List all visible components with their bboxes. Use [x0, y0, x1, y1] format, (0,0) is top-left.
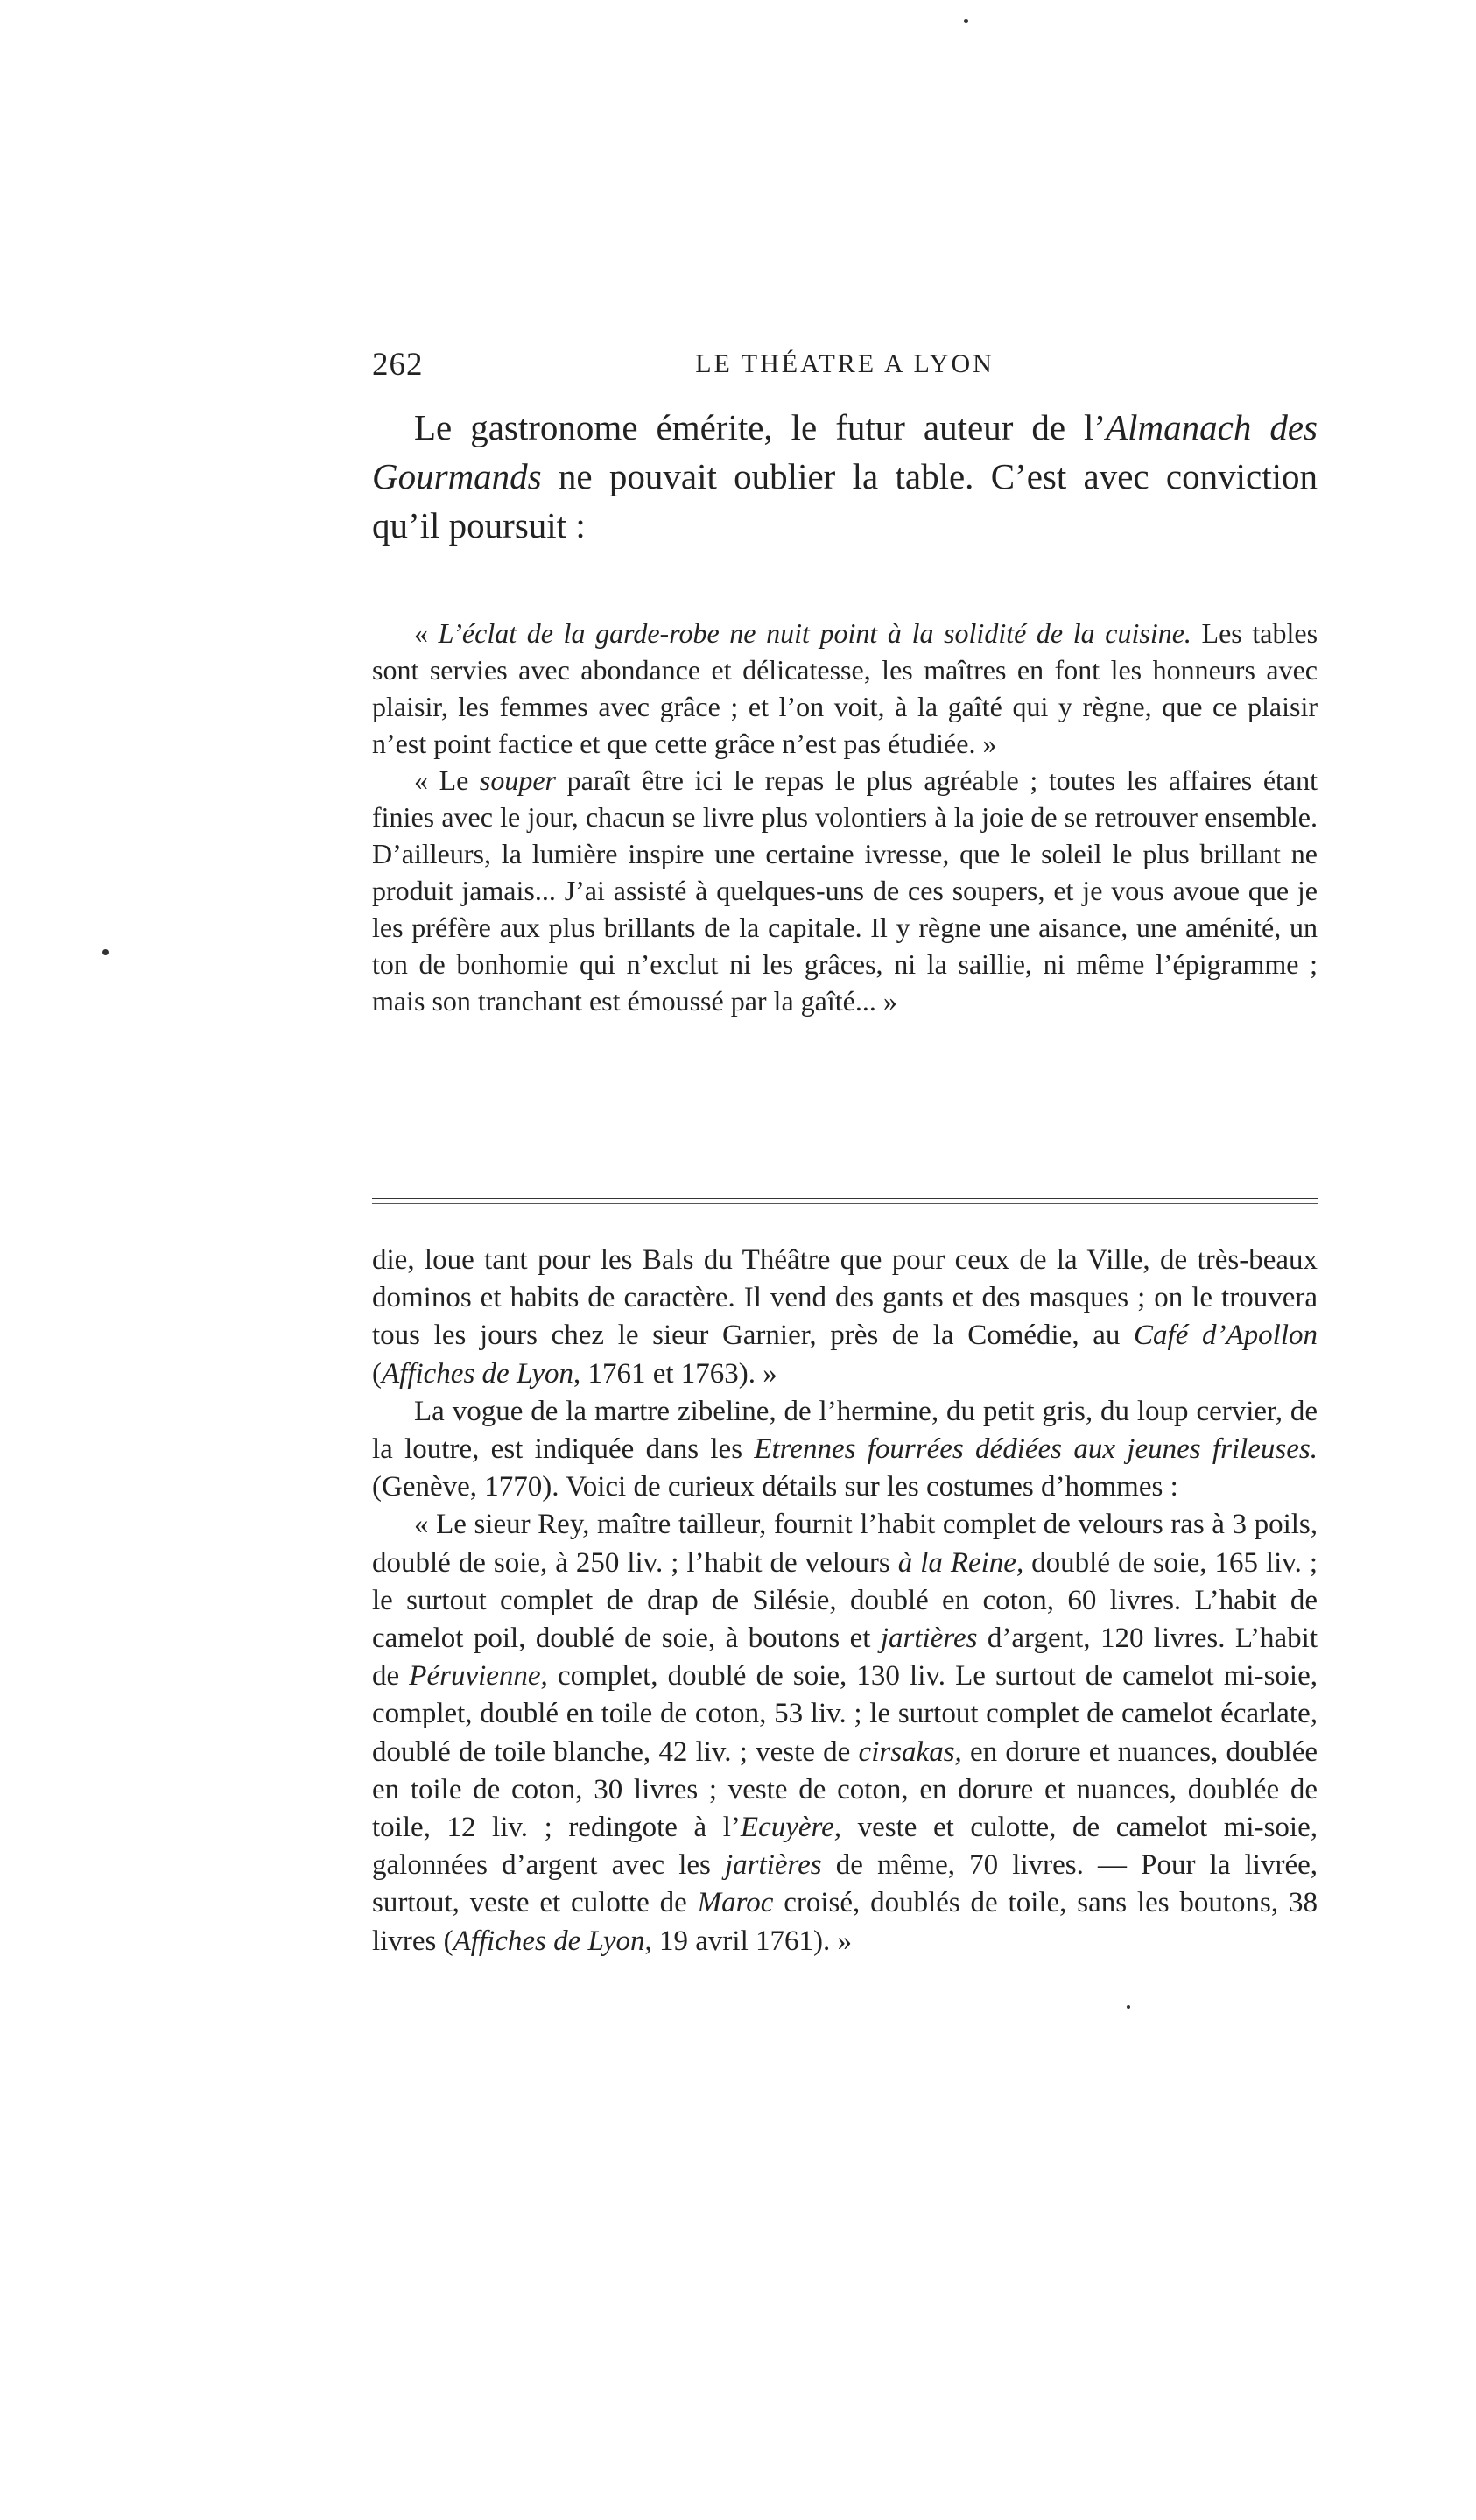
notes-block	[372, 1242, 1318, 1960]
ink-speck-top	[964, 19, 968, 23]
page-number: 262	[372, 347, 424, 383]
quotation-block	[372, 615, 1318, 1019]
quote-paragraph-2: « Le souper paraît être ici le repas le plus agréable ; toutes les affaires étant finies avec le jour, chacun se livre plus volontiers à la joie de se retrouver ensemble. D’ailleurs, la lumière inspire une certaine ivresse, que le soleil le plus brillant ne produit jamais... J’ai assisté à quelques-uns de ces soupers, et je vous avoue que je les préfère aux plus brillants de la capitale. Il y règne une aisance, une aménité, un ton de bonhomie qui n’exclut ni les grâces, ni la saillie, ni même l’épigramme ; mais son tranchant est émoussé par la gaîté... »	[372, 764, 1318, 1017]
notes-paragraph-2: La vogue de la martre zibeline, de l’hermine, du petit gris, du loup cervier, de la loutre, est indiquée dans les Etrennes fourrées dédiées aux jeunes frileuses. (Genève, 1770). Voici de curieux détails sur les costumes d’hommes :	[372, 1395, 1318, 1503]
quote-paragraph-1: « L’éclat de la garde-robe ne nuit point à la solidité de la cuisine. Les tables sont servies avec abondance et délicatesse, les maîtres en font les honneurs avec plaisir, les femmes avec grâce ; et l’on voit, à la gaîté qui y règne, que ce plaisir n’est point factice et que cette grâce n’est pas étudiée. »	[372, 617, 1318, 759]
separator-rule	[372, 1198, 1318, 1199]
notes-paragraph-1: die, loue tant pour les Bals du Théâtre que pour ceux de la Ville, de très-beaux dominos et habits de caractère. Il vend des gants et des masques ; on le trouvera tous les jours chez le sieur Garnier, près de la Comédie, au Café d’Apollon (Affiches de Lyon, 1761 et 1763). »	[372, 1244, 1318, 1390]
intro-paragraph	[372, 403, 1318, 550]
intro-text: Le gastronome émérite, le futur auteur de l’Almanach des Gourmands ne pouvait oublier la table. C’est avec conviction qu’il poursuit :	[372, 407, 1318, 546]
running-title: LE THÉATRE A LYON	[695, 349, 995, 378]
ink-speck-left	[102, 949, 109, 955]
page-header	[372, 346, 1318, 390]
ink-speck-bottom	[1127, 2005, 1130, 2009]
notes-paragraph-3: « Le sieur Rey, maître tailleur, fournit l’habit complet de velours ras à 3 poils, doublé de soie, à 250 liv. ; l’habit de velours à la Reine, doublé de soie, 165 liv. ; le surtout complet de drap de Silésie, doublé en coton, 60 livres. L’habit de camelot poil, doublé de soie, à boutons et jartières d’argent, 120 livres. L’habit de Péruvienne, complet, doublé de soie, 130 liv. Le surtout de camelot mi-soie, complet, doublé en toile de coton, 53 liv. ; le surtout complet de camelot écarlate, doublé de toile blanche, 42 liv. ; veste de cirsakas, en dorure et nuances, doublée en toile de coton, 30 livres ; veste de coton, en dorure et nuances, doublée de toile, 12 liv. ; redingote à l’Ecuyère, veste et culotte, de camelot mi-soie, galonnées d’argent avec les jartières de même, 70 livres. — Pour la livrée, surtout, veste et culotte de Maroc croisé, doublés de toile, sans les boutons, 38 livres (Affiches de Lyon, 19 avril 1761). »	[372, 1509, 1318, 1957]
separator-rule-thin	[372, 1203, 1318, 1204]
